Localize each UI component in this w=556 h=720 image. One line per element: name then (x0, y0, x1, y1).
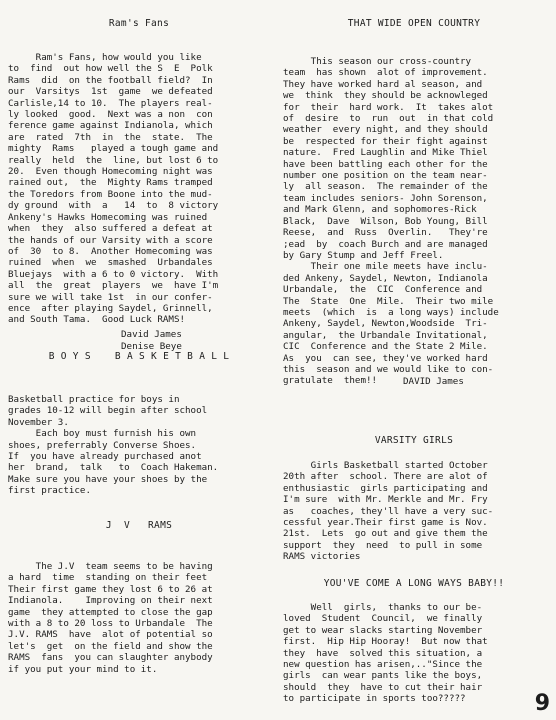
cross-country-line: The State One Mile. Their two mile (283, 295, 494, 307)
jv-rams-line: a hard time standing on their feet (8, 572, 208, 584)
rams-fans-line: ruined when we smashed Urbandales (8, 257, 213, 269)
long-ways-line: loved Student Council, we finally (283, 613, 483, 625)
rams-fans-signature-1: David James (121, 329, 182, 340)
rams-fans-line: ly looked good. Next was a non con (8, 109, 213, 121)
varsity-girls-line: cessful year.Their first game is Nov. (283, 517, 488, 529)
cross-country-title: THAT WIDE OPEN COUNTRY (347, 18, 481, 29)
jv-rams-line: J.V. RAMS have alot of potential so (8, 629, 213, 641)
varsity-girls-line: RAMS victories (283, 551, 361, 563)
rams-fans-line: Rams did on the football field? In (8, 74, 213, 86)
cross-country-line: meets (which is a long ways) include (283, 306, 499, 318)
rams-fans-line: when they also suffered a defeat at (8, 223, 213, 235)
cross-country-signature: DAVID James (403, 376, 464, 387)
long-ways-title: YOU'VE COME A LONG WAYS BABY!! (323, 578, 505, 589)
rams-fans-line: sure we will take 1st in our confer- (8, 291, 213, 303)
cross-country-line: ;ead by coach Burch and are managed (283, 238, 488, 250)
rams-fans-line: really held the line, but lost 6 to (8, 154, 219, 166)
boys-basketball-body (8, 394, 218, 497)
rams-fans-line: the Toredors from Boone into the mud- (8, 188, 213, 200)
cross-country-line: ly all season. The remainder of the (283, 181, 488, 193)
cross-country-line: Ankeny, Saydel, Newton,Woodside Tri- (283, 318, 488, 330)
cross-country-body (283, 56, 499, 387)
cross-country-line: and Mark Glenn, and sophomores-Rick (283, 204, 477, 216)
long-ways-line: to participate in sports too????? (283, 693, 466, 705)
rams-fans-title: Ram's Fans (108, 18, 170, 29)
boys-basketball-line: If you have already purchased anot (8, 451, 202, 463)
cross-country-line: This season our cross-country (283, 56, 472, 67)
jv-rams-line: Their first game they lost 6 to 26 at (8, 583, 213, 595)
cross-country-line: this season and we would like to con- (283, 363, 494, 375)
rams-fans-line: Bluejays with a 6 to 0 victory. With (8, 268, 219, 280)
long-ways-line: first. Hip Hip Hooray! But now that (283, 636, 488, 648)
boys-basketball-line: November 3. (8, 416, 69, 428)
rams-fans-line: 20. Even though Homecoming night was (8, 166, 213, 178)
cross-country-line: be respected for their fight against (283, 135, 488, 147)
boys-basketball-title: B O Y S B A S K E T B A L L (48, 351, 230, 362)
jv-rams-line: The J.V team seems to be having (8, 561, 213, 572)
long-ways-line: they have solved this situation, a (283, 647, 483, 659)
cross-country-line: gratulate them!! (283, 375, 378, 387)
rams-fans-line: are rated 7th in the state. The (8, 131, 213, 143)
varsity-girls-line: 21st. Lets go out and give them the (283, 528, 488, 540)
jv-rams-body (8, 561, 213, 675)
cross-country-line: for their hard work. It takes alot (283, 101, 494, 113)
cross-country-line: weather every night, and they should (283, 124, 488, 136)
cross-country-line: of desire to run out in that cold (283, 113, 494, 125)
cross-country-line: Reese, and Russ Overlin. They're (283, 227, 488, 239)
rams-fans-line: rained out, the Mighty Rams tramped (8, 177, 213, 189)
rams-fans-line: Ram's Fans, how would you like (8, 52, 202, 63)
boys-basketball-line: Basketball practice for boys in (8, 394, 180, 405)
rams-fans-line: all the great players we have I'm (8, 280, 219, 292)
long-ways-line: get to wear slacks starting November (283, 624, 483, 636)
cross-country-line: by Gary Stump and Jeff Freel. (283, 249, 444, 261)
cross-country-line: team has shown alot of improvement. (283, 67, 488, 79)
page-number: 9 (534, 691, 550, 716)
jv-rams-line: let's get on the field and show the (8, 640, 213, 652)
rams-fans-line: ence after playing Saydel, Grinnell, (8, 302, 213, 314)
boys-basketball-line: Each boy must furnish his own (8, 428, 197, 440)
rams-fans-line: ference game against Indianola, which (8, 120, 213, 132)
rams-fans-line: and South Tama. Good Luck RAMS! (8, 314, 186, 326)
varsity-girls-line: support they need to pull in some (283, 539, 483, 551)
jv-rams-line: if you put your mind to it. (8, 663, 158, 675)
cross-country-line: number one position on the team near- (283, 170, 488, 182)
cross-country-line: They have worked hard al season, and (283, 78, 483, 90)
boys-basketball-line: her brand, talk to Coach Hakeman. (8, 462, 219, 474)
varsity-girls-line: Girls Basketball started October (283, 460, 488, 471)
cross-country-line: ded Ankeny, Saydel, Newton, Indianola (283, 272, 488, 284)
rams-fans-line: mighty Rams played a tough game and (8, 143, 219, 155)
rams-fans-line: Ankeny's Hawks Homecoming was ruined (8, 211, 208, 223)
rams-fans-line: to find out how well the S E Polk (8, 63, 213, 75)
rams-fans-line: the hands of our Varsity with a score (8, 234, 213, 246)
rams-fans-line: our Varsitys 1st game we defeated (8, 86, 213, 98)
varsity-girls-line: 20th after school. There are alot of (283, 471, 488, 483)
cross-country-line: team includes seniors- John Sorenson, (283, 192, 488, 204)
long-ways-body (283, 602, 488, 705)
long-ways-line: should they have to cut their hair (283, 681, 483, 693)
rams-fans-line: of 30 to 8. Another Homecoming was (8, 245, 213, 257)
long-ways-line: girls can wear pants like the boys, (283, 670, 483, 682)
jv-rams-line: Indianola. Improving on their next (8, 595, 213, 607)
jv-rams-title: J V RAMS (105, 520, 173, 531)
rams-fans-body (8, 52, 218, 326)
rams-fans-line: Carlisle,14 to 10. The players real- (8, 97, 213, 109)
cross-country-line: Their one mile meets have inclu- (283, 261, 488, 273)
rams-fans-line: dy ground with a 14 to 8 victory (8, 200, 219, 212)
boys-basketball-line: grades 10-12 will begin after school (8, 405, 208, 417)
cross-country-line: Black, Dave Wilson, Bob Young, Bill (283, 215, 488, 227)
cross-country-line: As you can see, they've worked hard (283, 352, 488, 364)
boys-basketball-line: Make sure you have your shoes by the (8, 473, 208, 485)
jv-rams-line: RAMS fans you can slaughter anybody (8, 652, 213, 664)
long-ways-line: Well girls, thanks to our be- (283, 602, 483, 613)
cross-country-line: Urbandale, the CIC Conference and (283, 284, 483, 296)
varsity-girls-title: VARSITY GIRLS (374, 435, 454, 446)
rams-fans-signature-2: Denise Beye (121, 341, 182, 352)
varsity-girls-body (283, 460, 493, 563)
cross-country-line: we think they should be acknowleged (283, 90, 488, 102)
varsity-girls-line: as coaches, they'll have a very suc- (283, 505, 494, 517)
varsity-girls-line: enthusiastic girls participating and (283, 482, 488, 494)
boys-basketball-line: first practice. (8, 485, 91, 497)
cross-country-line: CIC Conference and the State 2 Mile. (283, 341, 488, 353)
cross-country-line: angular, the Urbandale Invitational, (283, 329, 488, 341)
cross-country-line: nature. Fred Laughlin and Mike Thiel (283, 147, 488, 159)
boys-basketball-line: shoes, preferrably Converse Shoes. (8, 439, 197, 451)
cross-country-line: have been battling each other for the (283, 158, 488, 170)
varsity-girls-line: I'm sure with Mr. Merkle and Mr. Fry (283, 494, 488, 506)
jv-rams-line: with a 8 to 20 loss to Urbandale The (8, 618, 213, 630)
jv-rams-line: game they attempted to close the gap (8, 606, 213, 618)
long-ways-line: new question has arisen,.."Since the (283, 659, 483, 671)
